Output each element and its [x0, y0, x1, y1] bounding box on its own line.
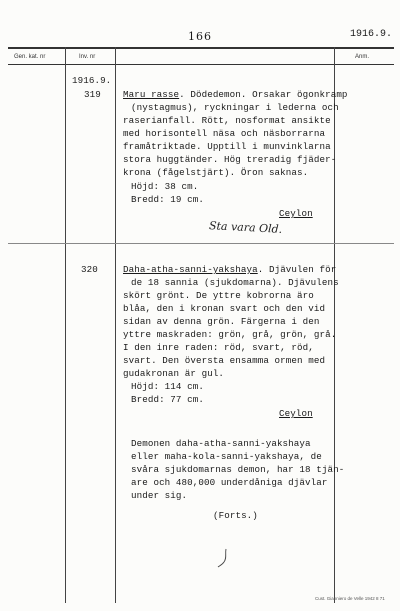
entry-319-width: Bredd: 19 cm. — [131, 194, 204, 205]
entry-319-line-1-text: . Dödedemon. Orsakar ögonkramp — [179, 89, 348, 100]
col-anm: Anm. — [355, 54, 370, 60]
col-inv-nr: Inv. nr — [79, 54, 96, 60]
entry-319-height: Höjd: 38 cm. — [131, 181, 199, 192]
entry-320-width: Bredd: 77 cm. — [131, 394, 204, 405]
entry-319-title: Maru rasse — [123, 89, 180, 100]
pen-mark — [217, 548, 231, 568]
entry-320-line-2: de 18 sannia (sjukdomarna). Djävulens — [131, 277, 339, 288]
entry-319-origin: Ceylon — [279, 208, 313, 219]
header-year: 1916.9. — [350, 29, 393, 40]
column-divider-2 — [115, 47, 116, 603]
entry-320-note-2: eller maha-kola-sanni-yakshaya, de — [131, 451, 322, 462]
entry-320-inv: 320 — [81, 264, 98, 275]
entry-320-note-5: under sig. — [131, 490, 188, 501]
entry-320-title: Daha-atha-sanni-yakshaya — [123, 264, 258, 275]
entry-separator — [8, 243, 394, 244]
entry-320-line-7: I den inre raden: röd, svart, röd, — [123, 342, 314, 353]
entry-320-note-3: svåra sjukdomarnas demon, har 18 tjän- — [131, 464, 345, 475]
entry-319-line-1 — [123, 89, 348, 100]
entry-320-note-1: Demonen daha-atha-sanni-yakshaya — [131, 438, 311, 449]
entry-320-height: Höjd: 114 cm. — [131, 381, 204, 392]
entry-320-line-4: blåa, den i kronan svart och den vid — [123, 303, 326, 314]
column-divider-1 — [65, 47, 66, 603]
entry-320-line-5: sidan av denna grön. Färgerna i den — [123, 316, 320, 327]
entry-320-line-1 — [123, 264, 336, 275]
entry-320-line-8: svart. Den översta ensamma ormen med — [123, 355, 326, 366]
entry-320-note-4: are och 480,000 underdåniga djävlar — [131, 477, 328, 488]
entry-320-origin: Ceylon — [279, 408, 313, 419]
entry-320-line-1-text: . Djävulen för — [257, 264, 337, 275]
entry-320-line-6: yttre maskraden: grön, grå, grön, grå. — [123, 329, 337, 340]
entry-319-line-4: med horisontell näsa och näsborrarna — [123, 128, 326, 139]
entry-year: 1916.9. — [72, 75, 112, 86]
entry-320-line-3: skört grönt. De yttre kobrorna äro — [123, 290, 314, 301]
footer-print-mark: Cust. Gianniero de Velle 1942 8 71 — [315, 596, 385, 601]
col-gen-kat-nr: Gen. kat. nr — [14, 54, 46, 60]
entry-319-line-6: stora huggtänder. Hög treradig fjäder- — [123, 154, 337, 165]
handwritten-note: Sta vara Old. — [208, 219, 283, 236]
forts-label: (Forts.) — [213, 510, 258, 521]
entry-319-line-2: (nystagmus), ryckningar i lederna och — [131, 102, 339, 113]
entry-320-line-9: gudakronan är gul. — [123, 368, 225, 379]
entry-319-line-5: framåtriktade. Upptill i munvinklarna — [123, 141, 331, 152]
page-number: 166 — [188, 30, 212, 43]
entry-319-inv: 319 — [84, 89, 101, 100]
entry-319-line-3: raserianfall. Rött, nosformat ansikte — [123, 115, 331, 126]
column-divider-3 — [334, 47, 335, 603]
entry-319-line-7: krona (fågelstjärt). Öron saknas. — [123, 167, 309, 178]
